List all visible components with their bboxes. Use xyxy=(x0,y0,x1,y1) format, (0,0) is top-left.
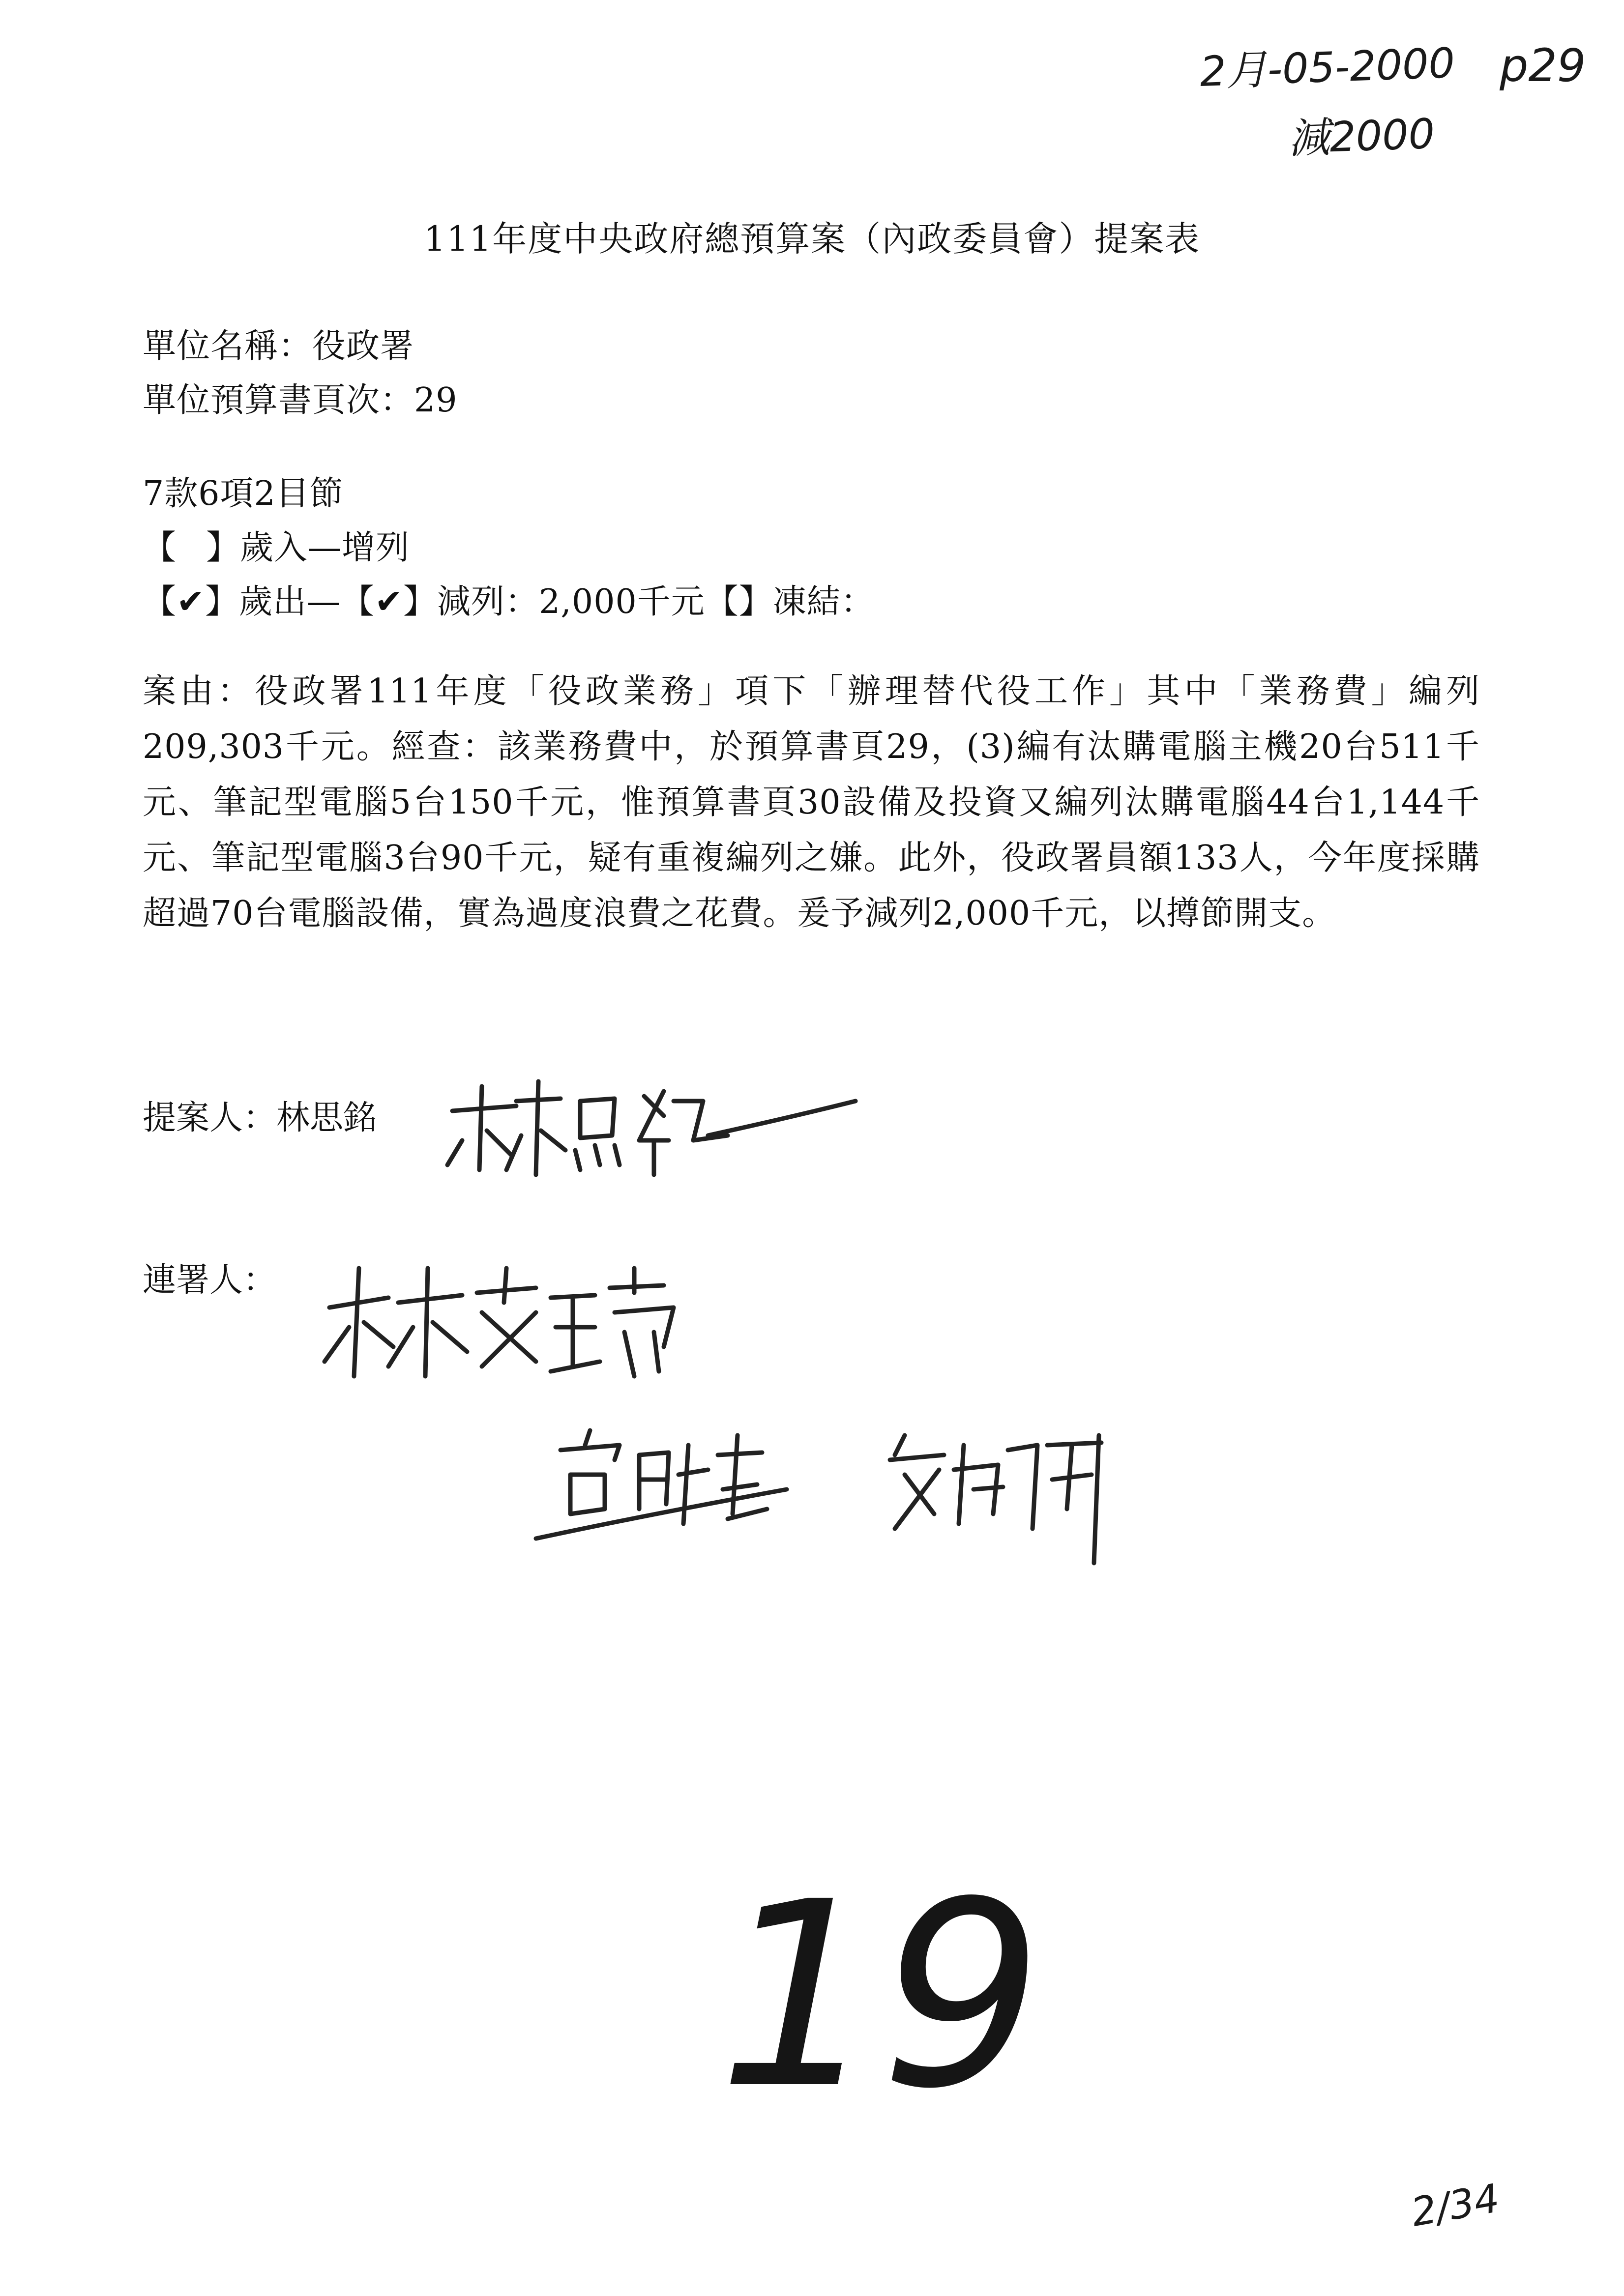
proposal-reason-text: 案由：役政署111年度「役政業務」項下「辦理替代役工作」其中「業務費」編列209,303千元。經查：該業務費中，於預算書頁29，(3)編有汰購電腦主機20台511千元、筆記型電腦5台150千元，惟預算書頁30設備及投資又編列汰購電腦44台1,144千元、筆記型電腦3台90千元，疑有重複編列之嫌。此外，役政署員額133人，今年度採購超過70台電腦設備，實為過度浪費之花費。爰予減列2,000千元，以撙節開支。 xyxy=(143,672,1480,933)
budget-section: 7款6項2目節 xyxy=(143,474,344,513)
expense-bracket-open: 【 xyxy=(143,582,177,621)
cut-bracket-open: 【 xyxy=(341,582,375,621)
revenue-row xyxy=(143,521,410,569)
expense-check-icon: ✔ xyxy=(177,582,205,621)
revenue-bracket-open: 【 xyxy=(143,528,177,567)
expense-label: 歲出— xyxy=(239,582,341,621)
handwritten-bottom-number: 19 xyxy=(718,1847,1043,2145)
expense-row xyxy=(143,575,875,623)
freeze-empty-checkbox: 【】 xyxy=(705,582,773,621)
freeze-label: 凍結： xyxy=(772,582,875,621)
cosigner-signature-1-image xyxy=(320,1249,713,1396)
proposer-signature-image xyxy=(433,1072,875,1199)
document-title: 111年度中央政府總預算案（內政委員會）提案表 xyxy=(423,219,1201,259)
handwritten-cut-note: 減2000 xyxy=(1287,109,1436,163)
cosigner-label: 連署人： xyxy=(143,1261,277,1300)
revenue-bracket-close: 】 xyxy=(206,528,240,567)
handwritten-corner-note: 2/34 xyxy=(1408,2175,1503,2236)
cosigner-signature-3-image xyxy=(875,1416,1111,1573)
cut-label: 減列：2,000千元 xyxy=(437,582,705,621)
cut-check-icon: ✔ xyxy=(375,582,404,621)
cut-bracket-close: 】 xyxy=(403,582,438,621)
unit-name: 單位名稱：役政署 xyxy=(143,327,414,366)
handwritten-date-note: 2月-05-2000 xyxy=(1199,38,1456,96)
budget-page-number: 單位預算書頁次：29 xyxy=(143,381,458,420)
expense-bracket-close: 】 xyxy=(205,582,239,621)
handwritten-page-note: p29 xyxy=(1500,39,1586,92)
proposer-label: 提案人：林思銘 xyxy=(143,1099,377,1137)
revenue-label: 歲入—增列 xyxy=(240,528,410,567)
cosigner-signature-2-image xyxy=(531,1416,806,1553)
